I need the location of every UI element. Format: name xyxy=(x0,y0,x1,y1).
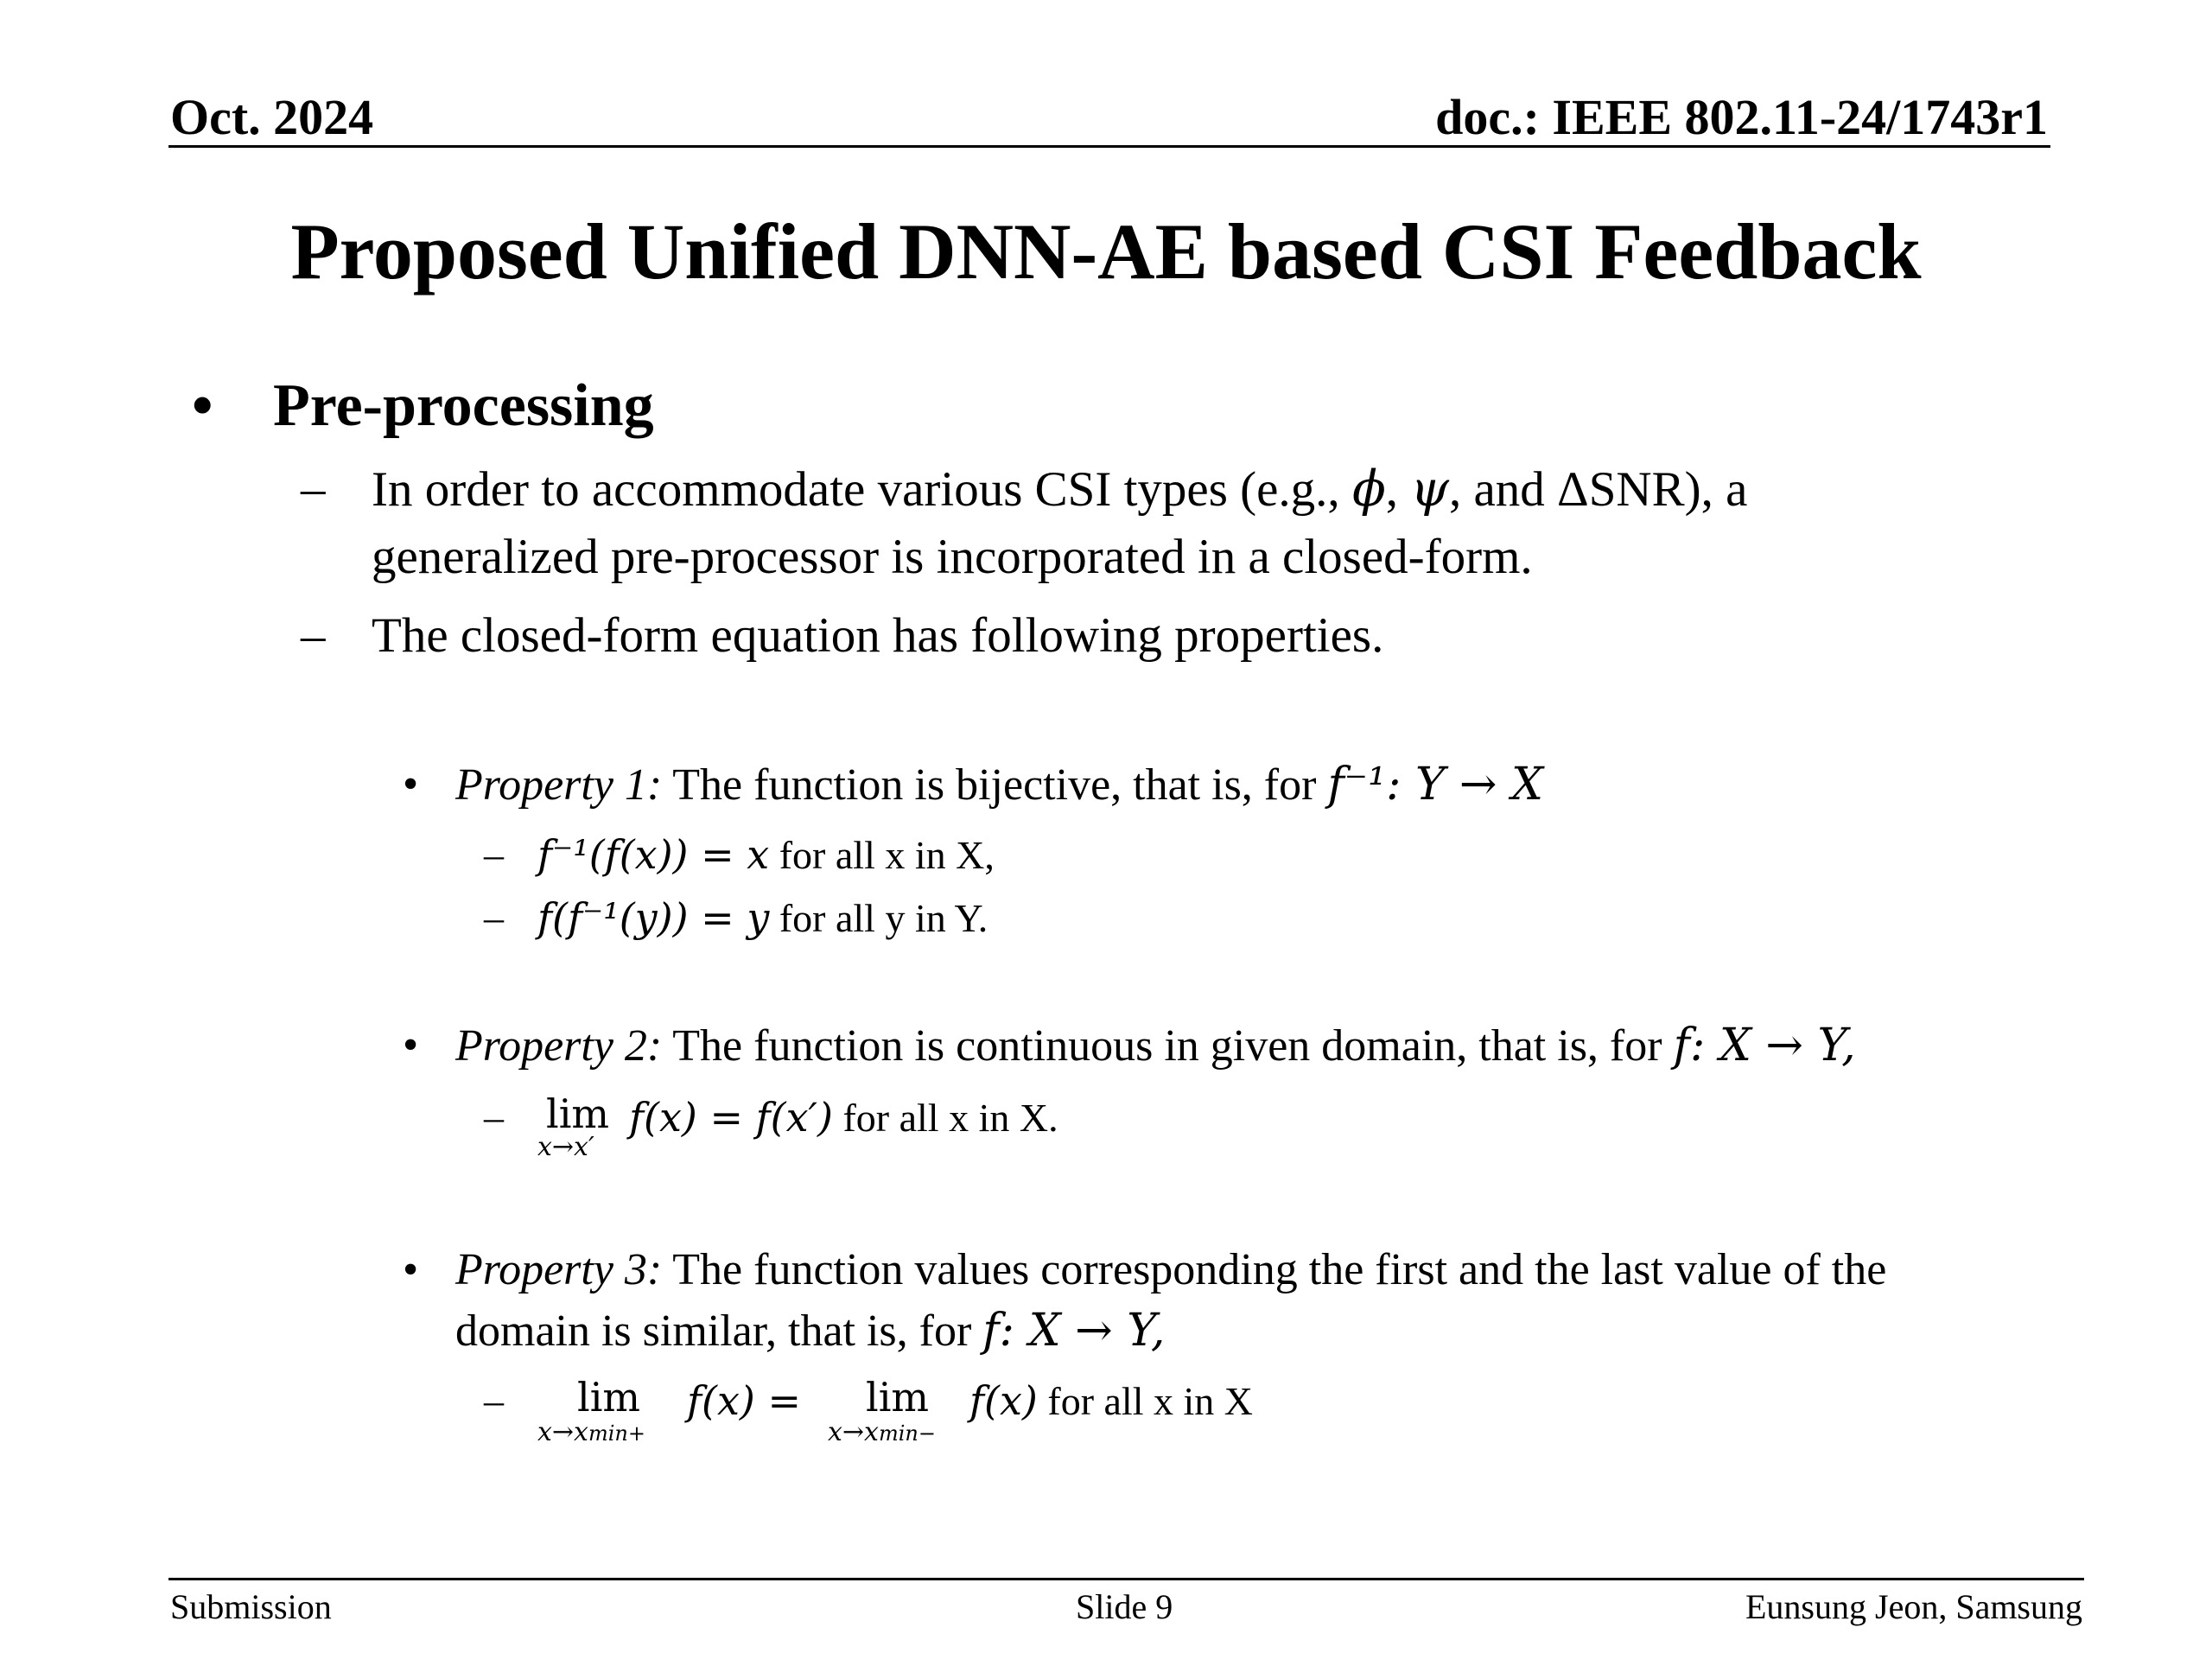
sub-item-2-text: The closed-form equation has following properties. xyxy=(372,608,1384,663)
property-1-label: Property 1: xyxy=(455,760,663,810)
property-2-text: The function is continuous in given domain, that is, for xyxy=(662,1021,1674,1071)
header-doc-id: doc.: IEEE 802.11-24/1743r1 xyxy=(1435,89,2048,145)
property-3-lim-2-subscript-base: x→x xyxy=(828,1417,879,1447)
property-3-label: Property 3: xyxy=(455,1245,663,1294)
sub-item-1-marker: – xyxy=(301,461,326,516)
property-3-map: f: X → Y, xyxy=(982,1305,1166,1357)
property-2-map: f: X → Y, xyxy=(1673,1020,1856,1071)
sub-item-2-marker: – xyxy=(301,608,326,663)
sub-item-1-line-2: generalized pre-processor is incorporated in a closed-form. xyxy=(372,530,1533,584)
phi-symbol: ϕ xyxy=(1351,461,1386,518)
property-2-eq xyxy=(629,1094,1058,1141)
property-1-bullet: • xyxy=(403,760,419,809)
property-2-bullet: • xyxy=(403,1020,419,1070)
property-3-eq-right xyxy=(969,1377,1253,1424)
property-3-eq-text: for all x in X xyxy=(1037,1379,1253,1423)
property-1-line xyxy=(455,759,1543,810)
property-3-lim-2: lim xyxy=(866,1374,930,1421)
property-3-text-1: The function values corresponding the first and the last value of the xyxy=(662,1245,1887,1294)
main-bullet-label: Pre-processing xyxy=(273,372,654,439)
header-date: Oct. 2024 xyxy=(170,89,374,145)
property-3-bullet: • xyxy=(403,1245,419,1294)
property-1-eq-1 xyxy=(537,831,995,878)
footer-rule xyxy=(168,1578,2084,1580)
property-1-eq-1-marker: – xyxy=(484,832,504,876)
property-1-eq-2 xyxy=(537,894,988,941)
property-3-eq-left: f(x) = xyxy=(687,1377,802,1424)
property-1-eq-1-text: for all x in X, xyxy=(769,833,995,877)
property-3-lim-1-subscript-index: min+ xyxy=(588,1421,645,1446)
sub-item-1-text-a: In order to accommodate various CSI types (e.g., xyxy=(372,462,1352,517)
property-3-text-2: domain is similar, that is, for xyxy=(455,1306,983,1356)
property-3-line-2 xyxy=(455,1305,1165,1357)
property-1-eq-1-math: f⁻¹(f(x)) = x xyxy=(537,831,770,878)
property-1-eq-2-marker: – xyxy=(484,895,504,939)
property-2-label: Property 2: xyxy=(455,1021,663,1071)
sub-item-1-text-b: , and ΔSNR), a xyxy=(1449,462,1748,517)
footer-left: Submission xyxy=(170,1587,332,1626)
property-3-lim-1-subscript xyxy=(537,1417,645,1447)
property-3-line-1 xyxy=(455,1244,1886,1295)
property-1-eq-2-math: f(f⁻¹(y)) = y xyxy=(537,894,770,941)
property-3-lim-2-subscript xyxy=(828,1417,936,1447)
property-1-text: The function is bijective, that is, for xyxy=(662,760,1328,810)
footer-right: Eunsung Jeon, Samsung xyxy=(1745,1587,2082,1626)
property-2-line xyxy=(455,1020,1856,1071)
property-2-eq-text: for all x in X. xyxy=(832,1096,1058,1140)
psi-symbol: ψ xyxy=(1410,461,1449,518)
property-3-lim-2-subscript-index: min− xyxy=(878,1421,936,1446)
property-1-map: f⁻¹: Y → X xyxy=(1327,759,1544,810)
header-rule xyxy=(168,145,2050,148)
sub-item-1-line-1 xyxy=(372,461,1747,518)
property-3-lim-1: lim xyxy=(577,1374,641,1421)
main-bullet-marker: • xyxy=(192,372,213,439)
property-3-eq-right-math: f(x) xyxy=(969,1377,1038,1424)
property-3-eq-marker: – xyxy=(484,1378,504,1422)
property-2-lim-subscript: x→x′ xyxy=(537,1132,594,1162)
comma: , xyxy=(1385,462,1411,517)
property-1-eq-2-text: for all y in Y. xyxy=(769,896,988,940)
slide-title: Proposed Unified DNN-AE based CSI Feedback xyxy=(290,207,1922,296)
property-2-eq-marker: – xyxy=(484,1095,504,1139)
property-2-lim: lim xyxy=(546,1090,610,1137)
property-3-lim-1-subscript-base: x→x xyxy=(537,1417,588,1447)
property-2-eq-math: f(x) = f(x′) xyxy=(629,1094,833,1141)
footer-center: Slide 9 xyxy=(1076,1587,1173,1626)
